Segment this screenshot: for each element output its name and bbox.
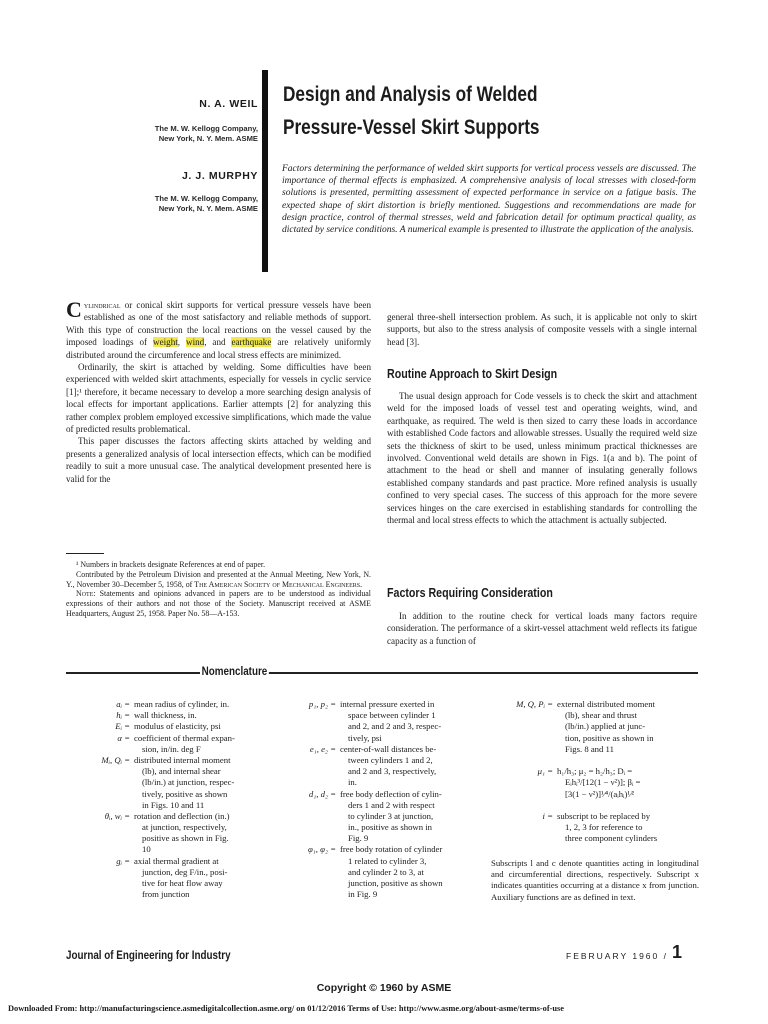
nomenclature-entry: [280, 721, 480, 732]
paragraph: The usual design approach for Code vessels is to check the skirt and attachment weld for the imposed loads of vessel test and operating weights, wind, and earthquake, as required. The weld is then sized to carry these loads in accordance with established Code factors and allowable stresses. Usually the required weld size sets the thickness of skirt to be used, unless minimum practical thicknesses are involved. Conventional weld details are shown in Figs. 1(a and b). The point of attachment to the head or shell and manner of insulating generally follows established company standards and past practice. More refined analysis is usually confined to very special cases. The success of this approach for the more severe services hinges on the care exercised in establishing standards for controlling the thermal and local stress effects to which the attachment is actually subjected.: [387, 391, 697, 526]
nomenclature-entry: [66, 889, 276, 900]
nomenclature-definition: and 2, and 2 and 3, respec-: [348, 721, 442, 732]
nomenclature-definition: free body rotation of cylinder: [340, 844, 443, 855]
nomenclature-symbol: gᵢ =: [116, 855, 130, 866]
nomenclature-definition: space between cylinder 1: [348, 710, 436, 721]
nomenclature-entry: [485, 766, 697, 777]
paragraph: general three-shell intersection problem. As such, it is applicable not only to skirt supports, but also to the stress analysis of composite vessels with a single internal head [3].: [387, 312, 697, 347]
nomenclature-entry: [280, 733, 480, 744]
nomenclature-entry: [280, 699, 480, 710]
nomenclature-entry: [485, 755, 697, 766]
text-run: or conical skirt supports for vertical pressure vessels have been established as one of the most satisfactory and reliable methods of support. With this type of construction the local reactions on the vessel caused by the imposed loadings of: [66, 300, 371, 348]
paragraph: This paper discusses the factors affecting skirts attached by welding and presents a generalized analysis of local intersection effects, which can be modified readily to suit a more unusual case. The analytical development presented here is valid for the: [66, 436, 371, 484]
nomenclature-title: Nomenclature: [201, 664, 268, 678]
drop-cap: C: [66, 297, 82, 322]
footnote: [66, 589, 371, 618]
nomenclature-entry: [66, 755, 276, 766]
affiliation-line: New York, N. Y. Mem. ASME: [158, 203, 258, 213]
affiliation-line: The M. W. Kellogg Company,: [154, 194, 258, 203]
footnote: [66, 570, 371, 590]
intro-paragraph: [66, 299, 371, 361]
nomenclature-entry: [280, 755, 480, 766]
nomenclature-definition: ders 1 and 2 with respect: [348, 799, 435, 810]
nomenclature-definition: in., positive as shown in: [348, 822, 432, 833]
nomenclature-entry: [280, 777, 480, 788]
nomenclature-entry: [485, 733, 697, 744]
nomenclature-definition: 1, 2, 3 for reference to: [565, 822, 643, 833]
nomenclature-definition: Eᵢhᵢ³/[12(1 − ν²)]; βᵢ =: [565, 777, 641, 788]
nomenclature-entry: [66, 699, 276, 710]
author-name: J. J. MURPHY: [181, 170, 258, 182]
paper-title: [283, 78, 540, 144]
download-notice: Downloaded From: http://manufacturingscience.asmedigitalcollection.asme.org/ on 01/12/2016 Terms of Use: http://www.asme.org/about-asme/terms-of-use: [8, 1004, 565, 1013]
nomenclature-entry: [66, 789, 276, 800]
nomenclature-entry: [485, 744, 697, 755]
nomenclature-entry: [280, 878, 480, 889]
nomenclature-symbol: hᵢ =: [116, 710, 130, 721]
nomenclature-definition: in Fig. 9: [348, 889, 378, 900]
nomenclature-symbol: Eᵢ =: [115, 721, 130, 732]
nomenclature-entry: [485, 800, 697, 811]
text-run: Statements and opinions advanced in papers are to be understood as individual expressions of their authors and not those of the Society. Manuscript received at ASME Headquarters, August 25, 1958. Paper No. 58—A-153.: [66, 589, 371, 618]
nomenclature-entry: [280, 811, 480, 822]
nomenclature-definition: modulus of elasticity, psi: [134, 721, 221, 732]
nomenclature-entry: [280, 766, 480, 777]
nomenclature-entry: [66, 822, 276, 833]
nomenclature-symbol: p₁, p₂ =: [308, 699, 336, 709]
nomenclature-definition: in.: [348, 777, 357, 788]
highlight-weight: weight: [153, 337, 178, 348]
text-run: Contributed by the Petroleum Division and presented at the Annual Meeting, New York, N. Y., November 30–December 5, 1958, of: [66, 569, 371, 589]
nomenclature-definition: h₁/h₃; μ₂ = h₂/h₃; Dᵢ =: [557, 766, 633, 777]
page-number: 1: [672, 942, 683, 962]
nomenclature-symbol: e₁, e₂ =: [309, 743, 336, 754]
left-column: [66, 299, 371, 485]
nomenclature-entry: [66, 856, 276, 867]
nomenclature-entry: [66, 733, 276, 744]
nomenclature-definition: in Figs. 10 and 11: [142, 799, 205, 810]
right-column-mid: [387, 390, 697, 526]
nomenclature-entry: [66, 766, 276, 777]
nomenclature-definition: [3(1 − ν²)]¹⁄⁴/(aᵢhᵢ)¹⁄²: [565, 788, 635, 799]
nomenclature-definition: subscript to be replaced by: [557, 810, 651, 821]
nomenclature-definition: three component cylinders: [565, 833, 658, 844]
section-heading: Routine Approach to Skirt Design: [387, 366, 558, 381]
nomenclature-definition: tively, psi: [348, 732, 382, 743]
nomenclature-entry: [485, 699, 697, 710]
footnote-rule: [66, 553, 104, 554]
nomenclature-definition: Figs. 8 and 11: [565, 743, 614, 754]
nomenclature-entry: [485, 811, 697, 822]
nomenclature-entry: [66, 867, 276, 878]
right-column-top: [387, 311, 697, 348]
nomenclature-symbol: M, Q, Pᵢ =: [516, 699, 553, 709]
smallcaps-word: ylindrical: [83, 300, 121, 310]
text-run: .: [360, 579, 363, 589]
author-affiliation: [155, 194, 258, 213]
footnote: ¹ Numbers in brackets designate References at end of paper.: [76, 560, 266, 569]
nomenclature-definition: tive for heat flow away: [142, 878, 223, 888]
nomenclature-definition: junction, deg F/in., posi-: [142, 866, 228, 877]
section-heading: Factors Requiring Consideration: [387, 585, 553, 600]
nomenclature-entry: [485, 822, 697, 833]
nomenclature-entry: [66, 833, 276, 844]
nomenclature-entry: [280, 833, 480, 844]
nomenclature-entry: [280, 744, 480, 755]
nomenclature-symbol: d₁, d₂ =: [308, 788, 336, 799]
abstract: Factors determining the performance of welded skirt supports for vertical process vessels are discussed. The importance of thermal effects is emphasized. A comprehensive analysis of local stresses with closed-form solutions is presented, permitting assessment of expected performance in service on a fatigue basis. The expected shape of skirt distortion is briefly mentioned. Suggestions and recommendations are made for design practice, control of thermal stresses, weld and fabrication detail for optimum practical quality, as dictated by service conditions. A numerical example is presented to illustrate the application of the analysis.: [282, 164, 696, 236]
nomenclature-definition: and cylinder 2 to 3, at: [348, 866, 424, 877]
nomenclature-definition: (lb), shear and thrust: [565, 710, 637, 721]
nomenclature-definition: tively, positive as shown: [142, 788, 228, 799]
nomenclature-entry: [66, 878, 276, 889]
nomenclature-symbol: Mᵢ, Qᵢ =: [101, 754, 130, 765]
highlight-earthquake: earthquake: [231, 337, 272, 348]
nomenclature-definition: center-of-wall distances be-: [340, 743, 437, 754]
subscripts-note: Subscripts l and c denote quantities acting in longitudinal and circumferential directions, respectively. Subscript x indicates quantities occurring at a distance x from junction. Auxiliary functions are as defined in text.: [491, 858, 699, 902]
nomenclature-definition: (lb/in.) applied at junc-: [565, 721, 646, 732]
nomenclature-definition: tween cylinders 1 and 2,: [348, 754, 433, 765]
nomenclature-definition: axial thermal gradient at: [134, 855, 219, 866]
nomenclature-symbol: φ₁, φ₂ =: [307, 844, 336, 855]
nomenclature-symbol: α =: [117, 732, 130, 743]
nomenclature-definition: positive as shown in Fig.: [142, 833, 229, 844]
right-column-bottom: [387, 610, 697, 647]
footnotes: [66, 560, 371, 619]
title-line: Design and Analysis of Welded: [283, 83, 538, 106]
nomenclature-definition: free body deflection of cylin-: [340, 788, 442, 799]
nomenclature-entry: [485, 789, 697, 800]
nomenclature-entry: [280, 889, 480, 900]
nomenclature-definition: coefficient of thermal expan-: [134, 732, 235, 743]
nomenclature-definition: wall thickness, in.: [134, 710, 197, 721]
nomenclature-column: [66, 699, 276, 900]
nomenclature-entry: [280, 867, 480, 878]
nomenclature-rule: [66, 672, 698, 674]
text-run: are relatively uniformly distributed around the circumference and local stress effects are minimized.: [66, 337, 371, 360]
nomenclature-definition: 10: [142, 844, 151, 855]
nomenclature-definition: (lb), and internal shear: [142, 766, 221, 777]
author-affiliation: [155, 124, 258, 143]
nomenclature-definition: sion, in/in. deg F: [142, 743, 201, 754]
copyright: Copyright © 1960 by ASME: [316, 982, 452, 994]
nomenclature-definition: and 2 and 3, respectively,: [348, 766, 437, 777]
nomenclature-definition: mean radius of cylinder, in.: [134, 699, 230, 709]
nomenclature-definition: external distributed moment: [557, 699, 655, 709]
nomenclature-entry: [66, 721, 276, 732]
affiliation-line: The M. W. Kellogg Company,: [154, 124, 258, 133]
nomenclature-entry: [66, 811, 276, 822]
nomenclature-column: [280, 699, 480, 900]
highlight-wind: wind: [186, 337, 205, 348]
nomenclature-definition: tion, positive as shown in: [565, 732, 654, 743]
nomenclature-entry: [485, 777, 697, 788]
nomenclature-symbol: i =: [542, 810, 553, 821]
nomenclature-definition: from junction: [142, 889, 190, 900]
note-label: Note:: [76, 589, 96, 599]
title-divider-bar: [262, 70, 268, 272]
nomenclature-definition: to cylinder 3 at junction,: [348, 810, 434, 821]
nomenclature-entry: [485, 721, 697, 732]
nomenclature-entry: [66, 744, 276, 755]
nomenclature-entry: [485, 833, 697, 844]
nomenclature-definition: (lb/in.) at junction, respec-: [142, 777, 235, 788]
society-name: The American Society of Mechanical Engineers: [194, 579, 361, 589]
nomenclature-entry: [66, 844, 276, 855]
nomenclature-entry: [66, 800, 276, 811]
paragraph: In addition to the routine check for vertical loads many factors require consideration. The performance of a skirt-vessel attachment weld reflects its fatigue capacity as a function of: [387, 611, 697, 646]
nomenclature-definition: distributed internal moment: [134, 754, 231, 765]
nomenclature-entry: [280, 710, 480, 721]
nomenclature-definition: rotation and deflection (in.): [134, 810, 230, 821]
nomenclature-column: [485, 699, 697, 844]
text-run: , and: [204, 337, 232, 348]
nomenclature-entry: [280, 856, 480, 867]
author-name: N. A. WEIL: [199, 98, 258, 110]
journal-name: Journal of Engineering for Industry: [66, 948, 231, 962]
nomenclature-entry: [280, 822, 480, 833]
nomenclature-entry: [485, 710, 697, 721]
issue-date: FEBRUARY 1960 /: [566, 951, 668, 961]
nomenclature-symbol: μ₁ =: [537, 766, 553, 777]
nomenclature-symbol: θᵢ, wᵢ =: [104, 810, 130, 821]
paragraph: Ordinarily, the skirt is attached by welding. Some difficulties have been experienced with welded skirt attachments, especially for vessels in cyclic service [1];¹ therefore, it became necessary to develop a more searching design analysis of local effects for important applications. Earlier attempts [2] for analyzing this rather complex problem employed excessive simplifications, which made the value of predicted results problematical.: [66, 362, 371, 435]
title-line: Pressure-Vessel Skirt Supports: [283, 116, 540, 139]
nomenclature-entry: [280, 789, 480, 800]
nomenclature-entry: [280, 800, 480, 811]
nomenclature-entry: [280, 844, 480, 855]
nomenclature-definition: Fig. 9: [348, 833, 369, 844]
nomenclature-definition: 1 related to cylinder 3,: [348, 855, 427, 866]
nomenclature-definition: junction, positive as shown: [348, 878, 443, 888]
nomenclature-entry: [66, 710, 276, 721]
nomenclature-definition: at junction, respectively,: [142, 822, 227, 833]
text-run: ,: [177, 337, 187, 348]
nomenclature-entry: [66, 777, 276, 788]
affiliation-line: New York, N. Y. Mem. ASME: [158, 133, 258, 143]
nomenclature-symbol: aᵢ =: [116, 699, 130, 709]
nomenclature-definition: internal pressure exerted in: [340, 699, 435, 709]
